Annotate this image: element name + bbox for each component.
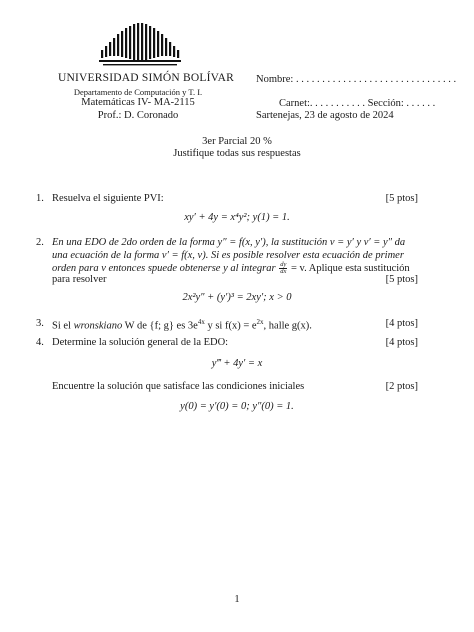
- course-name: Matemáticas IV- MA-2115: [81, 97, 195, 108]
- question-3-text: Si el wronskiano W de {f; g} es $3e^{4x}$ y si $f(x) = e^{2x}$, halle g(x).: [52, 318, 312, 332]
- question-1-text: Resuelva el siguiente PVI:: [52, 193, 164, 204]
- question-2-equation: 2x²y″ + (y′)³ = 2xy′; x > 0: [182, 292, 292, 303]
- page-number: 1: [234, 594, 240, 605]
- professor-name: Prof.: D. Coronado: [97, 110, 179, 121]
- name-field: Nombre: . . . . . . . . . . . . . . . . . . . . . . . . . . . . . . .: [256, 74, 457, 85]
- question-4-points: [4 ptos]: [385, 337, 418, 348]
- exam-instructions: Justifique todas sus respuestas: [173, 148, 301, 159]
- question-2-number: 2.: [36, 237, 44, 248]
- question-4-initial-conditions: y(0) = y′(0) = 0; y″(0) = 1.: [180, 401, 294, 412]
- question-2-points: [5 ptos]: [385, 274, 418, 285]
- university-name: UNIVERSIDAD SIMÓN BOLÍVAR: [58, 72, 235, 84]
- question-1-number: 1.: [36, 193, 44, 204]
- question-2-line-3: orden para v entonces spuede obtenerse y al integrar $\frac{dy}{dx}$ = v. Aplique esta sustitución: [52, 261, 410, 275]
- usb-logo-icon: [95, 22, 185, 70]
- question-3-number: 3.: [36, 318, 44, 329]
- question-2-line-2: una ecuación de la forma v′ = f(x, v). Si es posible resolver esta ecuación de primer: [52, 250, 404, 261]
- question-4-subtext: Encuentre la solución que satisface las condiciones iniciales: [52, 381, 305, 392]
- carnet-section-field: Carnet:. . . . . . . . . . . Sección: . . . . . .: [279, 98, 436, 109]
- question-1-points: [5 ptos]: [385, 193, 418, 204]
- question-2-line-4: para resolver: [52, 274, 107, 285]
- dy-dx-fraction: $\frac{dy}{dx}$: [280, 261, 287, 275]
- question-1-equation: xy′ + 4y = x⁴y²; y(1) = 1.: [184, 212, 290, 223]
- question-4-subpoints: [2 ptos]: [385, 381, 418, 392]
- question-2-line-1: En una EDO de 2do orden de la forma y″ = f(x, y′), la sustitución v = y′ y v′ = y″ da: [52, 237, 406, 248]
- exam-title: 3er Parcial 20 %: [202, 136, 272, 147]
- department-name: Departamento de Computación y T. I.: [73, 87, 203, 97]
- question-3-points: [4 ptos]: [385, 318, 418, 329]
- place-date: Sartenejas, 23 de agosto de 2024: [256, 110, 394, 121]
- question-4-text: Determine la solución general de la EDO:: [52, 337, 229, 348]
- question-4-number: 4.: [36, 337, 44, 348]
- question-4-equation: y‴ + 4y′ = x: [211, 358, 263, 369]
